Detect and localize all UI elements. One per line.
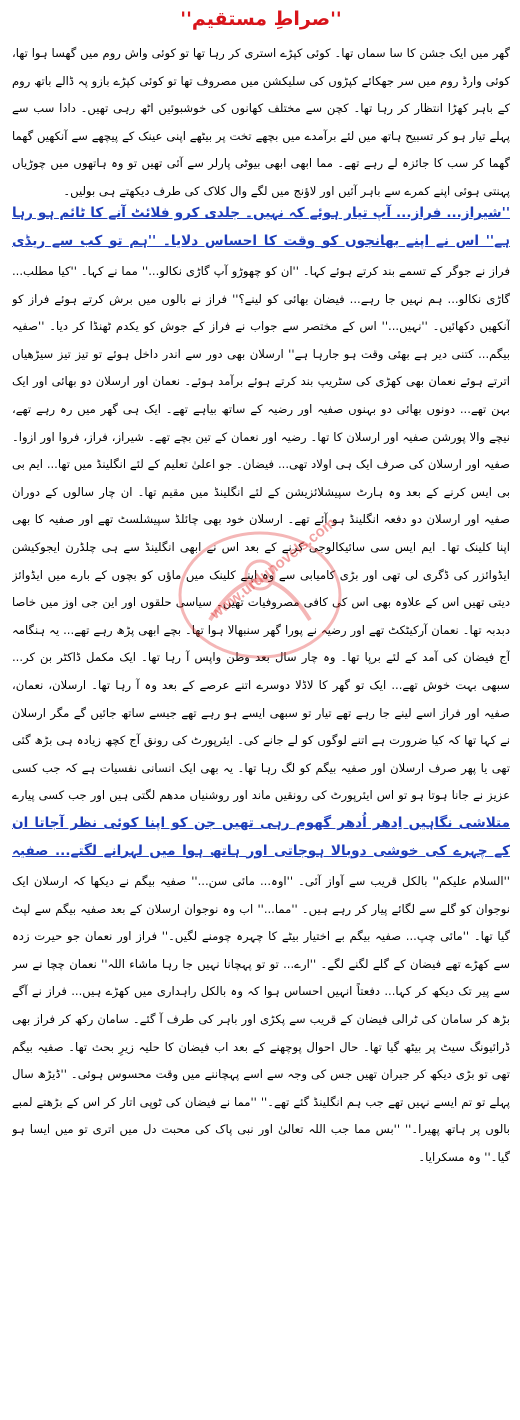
paragraph-2-container: [12, 258, 510, 810]
highlight-2-text: متلاشی نگاہیں اِدھر اُدھر گھوم رہی تھیں جن کو اپنا کوئی نظر آجاتا ان کے چہرے کی خوشی دوبالا ہوجاتی اور ہاتھ ہوا میں لہرانے لگتے... صفیہ: [12, 815, 510, 859]
highlight-1-text: ''شیراز... فراز... آپ تیار ہوئے کہ نہیں۔ جلدی کرو فلائٹ آنے کا ٹائم ہو رہا ہے'' اس نے اپنے بھانجوں کو وقت کا احساس دلایا۔ ''ہم تو کب سے ریڈی: [12, 205, 510, 249]
paragraph-3: ''السلام علیکم'' بالکل قریب سے آواز آئی۔ ''اوہ... مائی سن...'' صفیہ بیگم نے دیکھا کہ ارسلان ایک نوجوان کو گلے سے لگائے پیار کر رہے ہیں۔ ''مما...'' اب وہ نوجوان ارسلان کے بعد صفیہ بیگم سے لپٹ گیا تھا۔ ''مائی چپ... صفیہ بیگم بے اختیار بیٹے کا چہرہ چومنے لگیں۔'' فراز اور نعمان جو حیرت زدہ سے کھڑے تھے فیضان کے گلے لگنے لگے۔ ''ارے... تو تو پہچانا نہیں جا رہا ماشاء اللہ'' نعمان چچا نے سر سے پیر تک دیکھ کر کہا... دفعتاً انہیں احساس ہوا کہ وہ بالکل راہداری میں کھڑے ہیں... فراز نے آگے بڑھ کر سامان کی ٹرالی فیضان کے قریب سے پکڑی اور باہر کی طرف آ گئے۔ سامان رکھ کر فراز بھی ڈرائیونگ سیٹ پر بیٹھ گیا تھا۔ حال احوال پوچھنے کے بعد اب فیضان کا حلیہ زیرِ بحث تھا۔ صفیہ بیگم تھی تو بڑی دیکھ کر جیران تھیں جس کی وجہ سے اسے پہچاننے میں وقت محسوس ہوئی۔ ''ڈیڑھ سال پہلے تو تم ایسے نہیں تھے جب ہم انگلینڈ گئے تھے۔'' ''مما نے فیضان کی ٹوپی اتار کر اس کے بڑھتے لمبے بالوں پر ہاتھ پھیرا۔'' ''بس مما جب اللہ تعالیٰ اور نبی پاک کی محبت دل میں اتری تو میں ایسا ہو گیا۔'' وہ مسکرایا۔: [12, 874, 510, 1164]
paragraph-1: گھر میں ایک جشن کا سا سماں تھا۔ کوئی کپڑے استری کر رہا تھا تو کوئی واش روم میں گھسا ہوا تھا، کوئی وارڈ روم میں سر جھکائے کپڑوں کی سلیکشن میں مصروف تھا تو کوئی کپڑے بازو پہ ڈالے باتھ روم کے باہر کھڑا انتظار کر رہا تھا۔ کچن سے مختلف کھانوں کی خوشبوئیں اٹھ رہی تھیں۔ دادا سب سے پہلے تیار ہو کر تسبیح ہاتھ میں لئے برآمدے میں بچھے تخت پر بیٹھے اپنی عینک کے پیچھے سے آنکھیں گھما گھما کر سب کا جائزہ لے رہے تھے۔ مما ابھی ابھی بیوٹی پارلر سے آئی تھیں تو وہ ہاتھوں میں چوڑیاں پہنتی ہوئی اپنے کمرے سے باہر آئیں اور لاؤنج میں لگے وال کلاک کی طرف دیکھتے ہی بولیں۔: [12, 46, 510, 198]
paragraph-3-container: [12, 868, 510, 1420]
highlight-2-container: [12, 810, 510, 868]
article-title: ''صراطِ مستقیم'': [180, 8, 342, 30]
watermark-text: www.urdunovels.com: [207, 514, 340, 623]
highlight-1: [12, 200, 510, 258]
paragraph-2: فراز نے جوگر کے تسمے بند کرتے ہوئے کہا۔ ''ان کو چھوڑو آپ گاڑی نکالو...'' مما نے کہا۔ ''کیا مطلب... گاڑی نکالو... ہم نہیں جا رہے... فیضان بھائی کو لینے؟'' فراز نے بالوں میں برش کرتے ہوئے فراز کو آنکھیں دکھائیں۔ ''نہیں...'' اس کے مختصر سے جواب نے فراز کے جوش کو یکدم ٹھنڈا کر دیا۔ ''صفیہ بیگم... کتنی دیر ہے بھئی وقت ہو جارہا ہے'' ارسلان بھی دور سے اندر داخل ہوئے تو تیز تیز سیڑھیاں اترتے ہوئے نعمان بھی کھڑی کی سٹریپ بند کرتے ہوئے برآمد ہوئے۔ نعمان اور ارسلان دو بھائی اور ایک بہن تھے... دونوں بھائی دو بہنوں صفیہ اور رضیہ کے ساتھ بیاہے تھے۔ ایک ہی گھر میں رہ رہے تھے، نیچے والا پورشن صفیہ اور ارسلان کا تھا۔ رضیہ اور نعمان کے تین بچے تھے۔ شیراز، فراز، فروا اور ازوا۔ صفیہ اور ارسلان کی صرف ایک ہی اولاد تھی... فیضان۔ جو اعلیٰ تعلیم کے لئے انگلینڈ میں تھا... ایم بی بی ایس کرنے کے بعد وہ ہارٹ سپیشلائزیشن کے لئے انگلینڈ میں مقیم تھا۔ ان چار سالوں کے دوران صفیہ اور ارسلان دو دفعہ انگلینڈ ہو آئے تھے۔ ارسلان خود بھی چائلڈ سپیشلسٹ تھے اور صفیہ کا بھی اپنا کلینک تھا۔ ایم ایس سی سائیکالوجی کرنے کے بعد اس نے ابھی انگلینڈ سے ہی چلڈرن ایجوکیشن ایڈوائزر کی ڈگری لی تھی اور بڑی کامیابی سے وہ اپنے کلینک میں ماؤں کو بچوں کے بارے میں ایڈوائز دیتی تھیں اس کے علاوہ بھی اس کی کافی مصروفیات تھیں۔ سیاسی حلقوں اور این جی اوز میں خاصا دبدبہ تھا۔ نعمان آرکیٹکٹ تھے اور رضیہ نے پورا گھر سنبھالا ہوا تھا۔ بچے ابھی پڑھ رہے تھے... یہ ہنگامہ آج فیضان کی آمد کے لئے برپا تھا۔ وہ چار سال بعد وطن واپس آ رہا تھا۔ ایک مکمل ڈاکٹر بن کر... سبھی بہت خوش تھے... ایک تو گھر کا لاڈلا دوسرے اتنے عرصے کے بعد وہ آ رہا تھا۔ ارسلان، نعمان، صفیہ اور فراز اسے لینے جا رہے تھے تیار تو سبھی ایسے ہو رہے تھے جیسے ساتھ جائیں گے مگر ارسلان نے کہا تھا کہ کیا ضرورت ہے اتنے لوگوں کو لے جانے کی۔ ایئرپورٹ کی رونق آج کچھ زیادہ ہی بڑھ گئی تھی یا پھر صرف ارسلان اور صفیہ بیگم کو لگ رہا تھا۔ یہ بھی ایک انسانی نفسیات ہے کہ جب کسی عزیز نے جانا ہوتا ہو تو اس ایئرپورٹ کی رونقیں ماند اور روشنیاں مدھم لگتی ہیں اور جب کسی پیارے: [12, 264, 510, 803]
highlight-1-container: [12, 200, 510, 258]
paragraph-1-container: [12, 40, 510, 200]
highlight-2: [12, 810, 510, 868]
